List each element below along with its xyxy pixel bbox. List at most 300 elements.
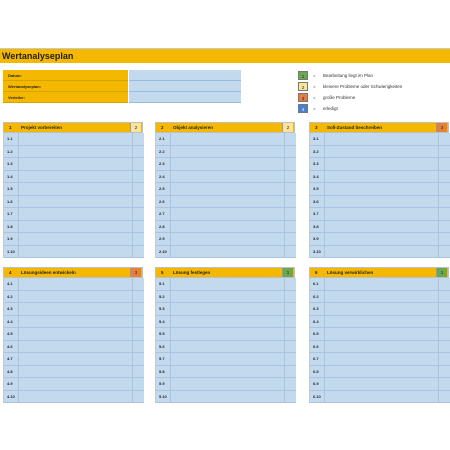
status-cell[interactable]: [438, 246, 450, 259]
status-cell[interactable]: [132, 171, 144, 184]
panel-rows: [3, 133, 143, 258]
task-cell[interactable]: [170, 291, 284, 304]
page-title: Wertanalyseplan: [2, 51, 74, 61]
distribution-field[interactable]: [129, 92, 241, 103]
panel-number: 3: [315, 125, 318, 130]
table-row: [310, 328, 449, 341]
row-number: 4.6: [4, 341, 18, 354]
status-cell[interactable]: [132, 133, 144, 146]
status-cell[interactable]: [438, 278, 450, 291]
task-cell[interactable]: [324, 316, 438, 329]
table-row: [156, 391, 295, 404]
status-badge[interactable]: 1: [436, 268, 447, 277]
task-cell[interactable]: [324, 278, 438, 291]
table-row: [310, 183, 449, 196]
table-row: [310, 303, 449, 316]
table-row: [4, 291, 143, 304]
status-cell[interactable]: [284, 246, 296, 259]
status-cell[interactable]: [438, 233, 450, 246]
task-cell[interactable]: [18, 353, 132, 366]
status-cell[interactable]: [132, 353, 144, 366]
table-row: [310, 316, 449, 329]
info-label: Datum:: [3, 70, 128, 81]
panel-4: [3, 267, 143, 403]
row-number: 3.1: [310, 133, 324, 146]
task-cell[interactable]: [18, 233, 132, 246]
row-number: 2.4: [156, 171, 170, 184]
row-number: 4.7: [4, 353, 18, 366]
title-bar: [0, 48, 450, 63]
status-cell[interactable]: [438, 183, 450, 196]
table-row: [4, 328, 143, 341]
status-cell[interactable]: [284, 221, 296, 234]
table-row: [156, 366, 295, 379]
status-cell[interactable]: [132, 146, 144, 159]
table-row: [156, 233, 295, 246]
status-cell[interactable]: [132, 196, 144, 209]
row-number: 2.6: [156, 196, 170, 209]
panel-title: Soll-Zustand beschreiben: [327, 125, 383, 130]
row-number: 1.9: [4, 233, 18, 246]
table-row: [4, 366, 143, 379]
table-row: [156, 278, 295, 291]
date-field[interactable]: [129, 70, 241, 81]
info-row-distribution: [3, 92, 241, 103]
row-number: 5.4: [156, 316, 170, 329]
status-cell[interactable]: [284, 391, 296, 404]
row-number: 5.2: [156, 291, 170, 304]
task-cell[interactable]: [18, 341, 132, 354]
task-cell[interactable]: [170, 328, 284, 341]
status-badge: 2: [298, 82, 308, 91]
task-cell[interactable]: [18, 316, 132, 329]
task-cell[interactable]: [18, 246, 132, 259]
status-cell[interactable]: [132, 316, 144, 329]
task-cell[interactable]: [324, 391, 438, 404]
info-label: Verteiler:: [3, 92, 128, 103]
row-number: 3.4: [310, 171, 324, 184]
task-cell[interactable]: [324, 291, 438, 304]
table-row: [4, 183, 143, 196]
row-number: 1.3: [4, 158, 18, 171]
row-number: 1.2: [4, 146, 18, 159]
status-cell[interactable]: [438, 208, 450, 221]
table-row: [156, 146, 295, 159]
status-cell[interactable]: [132, 208, 144, 221]
status-cell[interactable]: [438, 366, 450, 379]
status-cell[interactable]: [438, 341, 450, 354]
info-box: [3, 70, 241, 103]
task-cell[interactable]: [18, 291, 132, 304]
task-cell[interactable]: [170, 366, 284, 379]
row-number: 5.3: [156, 303, 170, 316]
row-number: 3.2: [310, 146, 324, 159]
table-row: [156, 221, 295, 234]
task-cell[interactable]: [170, 233, 284, 246]
panel-number: 5: [161, 270, 164, 275]
panel-header: [155, 267, 295, 278]
row-number: 3.3: [310, 158, 324, 171]
table-row: [4, 316, 143, 329]
panel-number: 4: [9, 270, 12, 275]
table-row: [156, 341, 295, 354]
status-cell[interactable]: [132, 341, 144, 354]
status-cell[interactable]: [284, 353, 296, 366]
table-row: [156, 246, 295, 259]
table-row: [4, 208, 143, 221]
legend-text: erledigt: [323, 106, 338, 111]
panel-header: [309, 122, 449, 133]
task-cell[interactable]: [18, 303, 132, 316]
legend-text: große Probleme: [323, 95, 356, 100]
task-cell[interactable]: [170, 183, 284, 196]
table-row: [4, 341, 143, 354]
legend-equals: =: [313, 106, 316, 111]
panel-rows: [309, 133, 449, 258]
status-badge[interactable]: 3: [130, 268, 141, 277]
panel-rows: [155, 133, 295, 258]
status-cell[interactable]: [284, 133, 296, 146]
task-cell[interactable]: [170, 391, 284, 404]
task-cell[interactable]: [18, 366, 132, 379]
task-cell[interactable]: [170, 221, 284, 234]
task-cell[interactable]: [324, 158, 438, 171]
row-number: 4.3: [4, 303, 18, 316]
task-cell[interactable]: [170, 158, 284, 171]
task-cell[interactable]: [170, 196, 284, 209]
legend-item: [298, 81, 448, 92]
row-number: 1.7: [4, 208, 18, 221]
status-cell[interactable]: [132, 183, 144, 196]
table-row: [4, 303, 143, 316]
status-cell[interactable]: [284, 146, 296, 159]
status-cell[interactable]: [438, 171, 450, 184]
table-row: [310, 208, 449, 221]
status-cell[interactable]: [132, 378, 144, 391]
status-cell[interactable]: [438, 328, 450, 341]
status-cell[interactable]: [438, 291, 450, 304]
task-cell[interactable]: [324, 328, 438, 341]
task-cell[interactable]: [170, 303, 284, 316]
task-cell[interactable]: [170, 353, 284, 366]
row-number: 5.9: [156, 378, 170, 391]
panel-2: [155, 122, 295, 258]
table-row: [156, 208, 295, 221]
task-cell[interactable]: [324, 171, 438, 184]
row-number: 3.6: [310, 196, 324, 209]
status-cell[interactable]: [284, 158, 296, 171]
status-cell[interactable]: [284, 366, 296, 379]
table-row: [310, 233, 449, 246]
row-number: 4.4: [4, 316, 18, 329]
row-number: 2.1: [156, 133, 170, 146]
task-cell[interactable]: [324, 183, 438, 196]
task-cell[interactable]: [170, 246, 284, 259]
row-number: 5.5: [156, 328, 170, 341]
row-number: 3.10: [310, 246, 324, 259]
table-row: [4, 233, 143, 246]
task-cell[interactable]: [170, 341, 284, 354]
row-number: 1.5: [4, 183, 18, 196]
table-row: [4, 196, 143, 209]
row-number: 6.9: [310, 378, 324, 391]
status-badge[interactable]: 3: [436, 123, 447, 132]
task-cell[interactable]: [18, 221, 132, 234]
task-cell[interactable]: [324, 221, 438, 234]
task-cell[interactable]: [18, 133, 132, 146]
table-row: [310, 146, 449, 159]
status-cell[interactable]: [284, 291, 296, 304]
table-row: [156, 183, 295, 196]
task-cell[interactable]: [324, 366, 438, 379]
status-cell[interactable]: [132, 291, 144, 304]
table-row: [4, 158, 143, 171]
task-cell[interactable]: [324, 133, 438, 146]
panel-header: [3, 122, 143, 133]
legend-item: [298, 92, 448, 103]
row-number: 1.4: [4, 171, 18, 184]
status-cell[interactable]: [284, 196, 296, 209]
status-cell[interactable]: [132, 158, 144, 171]
row-number: 6.4: [310, 316, 324, 329]
info-row-date: [3, 70, 241, 81]
table-row: [156, 303, 295, 316]
status-cell[interactable]: [438, 353, 450, 366]
table-row: [156, 378, 295, 391]
panel-5: [155, 267, 295, 403]
status-cell[interactable]: [438, 196, 450, 209]
panel-title: Projekt vorbereiten: [21, 125, 63, 130]
task-cell[interactable]: [324, 378, 438, 391]
task-cell[interactable]: [170, 146, 284, 159]
table-row: [310, 278, 449, 291]
row-number: 2.9: [156, 233, 170, 246]
task-cell[interactable]: [324, 196, 438, 209]
table-row: [310, 246, 449, 259]
row-number: 6.5: [310, 328, 324, 341]
row-number: 6.10: [310, 391, 324, 404]
task-cell[interactable]: [18, 171, 132, 184]
table-row: [4, 146, 143, 159]
status-cell[interactable]: [132, 246, 144, 259]
task-cell[interactable]: [170, 171, 284, 184]
status-badge: 3: [298, 93, 308, 102]
status-cell[interactable]: [284, 171, 296, 184]
status-cell[interactable]: [284, 233, 296, 246]
status-badge: 4: [298, 104, 308, 113]
status-cell[interactable]: [438, 133, 450, 146]
row-number: 2.5: [156, 183, 170, 196]
status-cell[interactable]: [438, 303, 450, 316]
table-row: [4, 171, 143, 184]
task-cell[interactable]: [170, 208, 284, 221]
row-number: 6.7: [310, 353, 324, 366]
task-cell[interactable]: [18, 196, 132, 209]
status-cell[interactable]: [284, 208, 296, 221]
legend-item: [298, 103, 448, 114]
table-row: [310, 158, 449, 171]
status-cell[interactable]: [438, 316, 450, 329]
legend-equals: =: [313, 84, 316, 89]
task-cell[interactable]: [324, 146, 438, 159]
task-cell[interactable]: [170, 316, 284, 329]
row-number: 5.6: [156, 341, 170, 354]
row-number: 6.3: [310, 303, 324, 316]
row-number: 2.7: [156, 208, 170, 221]
status-cell[interactable]: [284, 341, 296, 354]
table-row: [4, 221, 143, 234]
row-number: 4.9: [4, 378, 18, 391]
table-row: [4, 353, 143, 366]
task-cell[interactable]: [324, 233, 438, 246]
status-cell[interactable]: [132, 221, 144, 234]
status-badge: 1: [298, 71, 308, 80]
row-number: 4.5: [4, 328, 18, 341]
status-cell[interactable]: [132, 366, 144, 379]
legend-text: Bearbeitung liegt im Plan: [323, 73, 374, 78]
task-cell[interactable]: [18, 158, 132, 171]
table-row: [310, 391, 449, 404]
plan-field[interactable]: [129, 81, 241, 92]
panel-1: [3, 122, 143, 258]
table-row: [156, 353, 295, 366]
table-row: [310, 221, 449, 234]
status-cell[interactable]: [284, 183, 296, 196]
task-cell[interactable]: [18, 146, 132, 159]
panel-title: Lösung festlegen: [173, 270, 211, 275]
table-row: [156, 171, 295, 184]
row-number: 5.1: [156, 278, 170, 291]
task-cell[interactable]: [324, 341, 438, 354]
legend-equals: =: [313, 95, 316, 100]
table-row: [156, 328, 295, 341]
table-row: [4, 391, 143, 404]
row-number: 1.6: [4, 196, 18, 209]
row-number: 3.5: [310, 183, 324, 196]
legend-item: [298, 70, 448, 81]
row-number: 6.6: [310, 341, 324, 354]
row-number: 4.2: [4, 291, 18, 304]
task-cell[interactable]: [18, 183, 132, 196]
row-number: 2.10: [156, 246, 170, 259]
row-number: 1.8: [4, 221, 18, 234]
status-badge[interactable]: 2: [130, 123, 141, 132]
task-cell[interactable]: [170, 378, 284, 391]
panel-3: [309, 122, 449, 258]
status-cell[interactable]: [438, 391, 450, 404]
panel-6: [309, 267, 449, 403]
row-number: 3.9: [310, 233, 324, 246]
table-row: [156, 158, 295, 171]
status-badge[interactable]: 2: [282, 123, 293, 132]
panel-title: Objekt analysieren: [173, 125, 214, 130]
table-row: [156, 133, 295, 146]
status-cell[interactable]: [284, 328, 296, 341]
table-row: [310, 196, 449, 209]
row-number: 5.8: [156, 366, 170, 379]
table-row: [156, 291, 295, 304]
status-cell[interactable]: [132, 391, 144, 404]
row-number: 1.1: [4, 133, 18, 146]
status-cell[interactable]: [438, 146, 450, 159]
status-cell[interactable]: [284, 303, 296, 316]
task-cell[interactable]: [18, 328, 132, 341]
table-row: [310, 291, 449, 304]
row-number: 4.10: [4, 391, 18, 404]
task-cell[interactable]: [18, 391, 132, 404]
panel-title: Lösungsideen entwickeln: [21, 270, 76, 275]
row-number: 2.3: [156, 158, 170, 171]
table-row: [310, 366, 449, 379]
status-cell[interactable]: [284, 316, 296, 329]
panel-rows: [3, 278, 143, 403]
row-number: 4.8: [4, 366, 18, 379]
task-cell[interactable]: [18, 278, 132, 291]
status-cell[interactable]: [132, 328, 144, 341]
task-cell[interactable]: [324, 208, 438, 221]
table-row: [310, 133, 449, 146]
task-cell[interactable]: [170, 278, 284, 291]
status-legend: [298, 70, 448, 114]
row-number: 3.8: [310, 221, 324, 234]
table-row: [4, 278, 143, 291]
table-row: [310, 378, 449, 391]
table-row: [310, 341, 449, 354]
info-label: Wertanalyseplan:: [3, 81, 128, 92]
task-cell[interactable]: [324, 353, 438, 366]
panel-rows: [309, 278, 449, 403]
row-number: 6.2: [310, 291, 324, 304]
status-cell[interactable]: [132, 278, 144, 291]
table-row: [4, 246, 143, 259]
status-cell[interactable]: [284, 378, 296, 391]
row-number: 3.7: [310, 208, 324, 221]
row-number: 4.1: [4, 278, 18, 291]
status-cell[interactable]: [132, 303, 144, 316]
row-number: 1.10: [4, 246, 18, 259]
task-cell[interactable]: [324, 246, 438, 259]
panel-number: 1: [9, 125, 12, 130]
panel-title: Lösung verwirklichen: [327, 270, 374, 275]
table-row: [156, 316, 295, 329]
row-number: 2.8: [156, 221, 170, 234]
table-row: [156, 196, 295, 209]
panel-header: [309, 267, 449, 278]
status-cell[interactable]: [438, 221, 450, 234]
info-row-plan: [3, 81, 241, 92]
task-cell[interactable]: [170, 133, 284, 146]
status-cell[interactable]: [438, 378, 450, 391]
panel-number: 6: [315, 270, 318, 275]
task-cell[interactable]: [18, 208, 132, 221]
status-badge[interactable]: 1: [282, 268, 293, 277]
panel-number: 2: [161, 125, 164, 130]
row-number: 6.1: [310, 278, 324, 291]
table-row: [4, 133, 143, 146]
task-cell[interactable]: [18, 378, 132, 391]
row-number: 5.7: [156, 353, 170, 366]
table-row: [4, 378, 143, 391]
panel-header: [3, 267, 143, 278]
table-row: [310, 171, 449, 184]
status-cell[interactable]: [132, 233, 144, 246]
row-number: 6.8: [310, 366, 324, 379]
table-row: [310, 353, 449, 366]
status-cell[interactable]: [438, 158, 450, 171]
legend-text: kleinere Probleme oder Schwierigkeiten: [323, 84, 403, 89]
task-cell[interactable]: [324, 303, 438, 316]
status-cell[interactable]: [284, 278, 296, 291]
